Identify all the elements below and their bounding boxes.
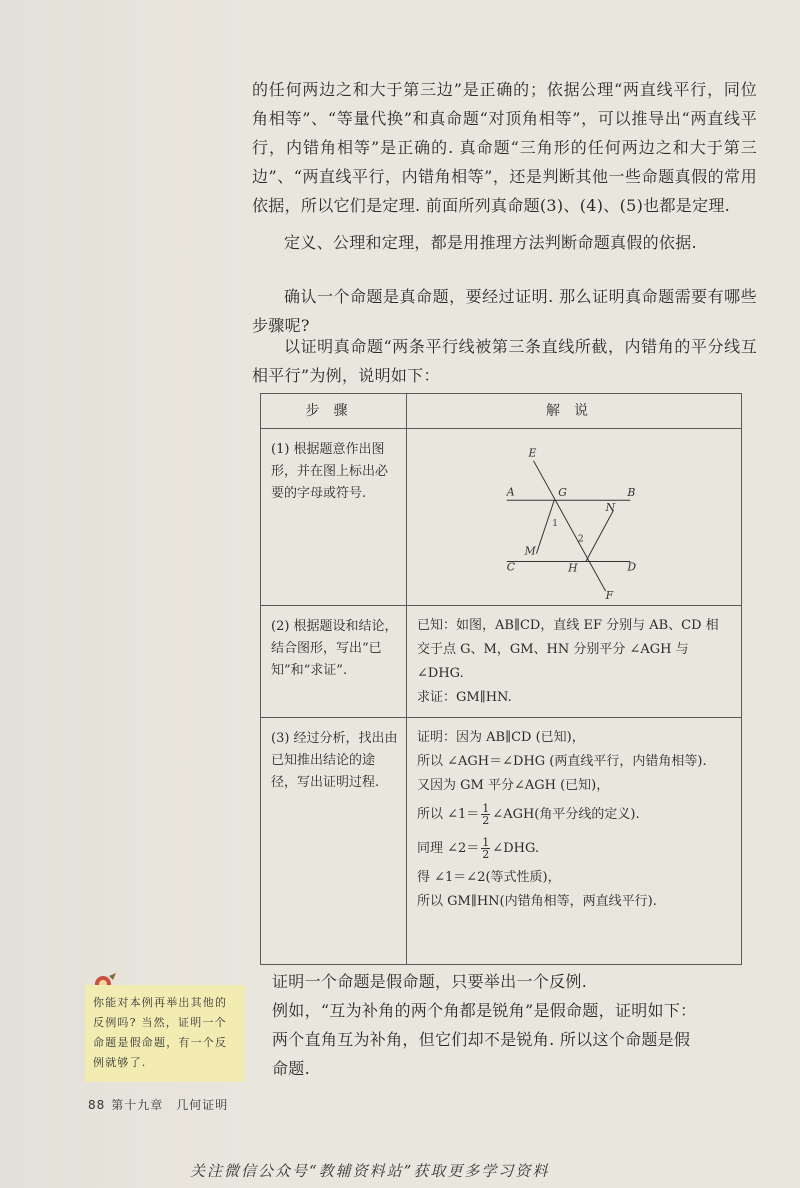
label-g: G [558,486,567,500]
label-b: B [627,486,636,500]
fraction-half-2 [481,837,490,860]
proof-line-4-end: ∠AGH(角平分线的定义). [492,807,640,822]
proof-line-5-start: 同理 ∠2＝ [417,841,480,856]
label-h: H [568,561,578,575]
watermark-text: 关注微信公众号“教辅资料站”获取更多学习资料 [190,1162,550,1180]
paragraph-basis: 定义、公理和定理，都是用推理方法判断命题真假的依据. [284,233,697,252]
proof-line-1: 证明：因为 AB∥CD (已知)， [417,730,585,745]
header-explain: 解说 [407,394,742,429]
step-2: (2) 根据题设和结论，结合图形，写出“已知”和“求证”. [261,606,407,718]
fraction-numerator-2: 1 [482,836,490,849]
header-steps: 步骤 [261,394,407,429]
proof-line-5 [417,832,731,866]
proof-line-3: 又因为 GM 平分∠AGH (已知)， [417,778,610,793]
label-e: E [528,446,537,460]
chapter-title: 第十九章 几何证明 [111,1098,229,1112]
fraction-numerator: 1 [482,802,490,815]
paragraph-proof-question: 确认一个命题是真命题，要经过证明. 那么证明真命题需要有哪些步骤呢? [252,287,757,335]
figure-cell [407,429,742,606]
proof-line-4 [417,798,731,832]
proof-line-5-end: ∠DHG. [492,841,540,856]
label-a: A [506,485,515,499]
paragraph-false-proof: 证明一个命题是假命题，只要举出一个反例. [272,972,588,991]
label-n: N [605,501,616,515]
paragraph-example: 例如，“互为补角的两个角都是锐角”是假命题，证明如下： [272,1001,697,1020]
given-text: 已知：如图，AB∥CD，直线 EF 分别与 AB、CD 相交于点 G、M，GM、HN 分别平分 ∠AGH 与∠DHG. [417,618,719,681]
paragraph-conclusion: 命题. [272,1059,310,1078]
bisector-hn [586,510,614,561]
given-prove-cell [407,606,742,718]
page-number: 88 [88,1098,106,1112]
label-f: F [605,589,614,603]
margin-note: 你能对本例再举出其他的反例吗? 当然，证明一个命题是假命题，有一个反例就够了. [85,985,245,1082]
paragraph-counterexample: 两个直角互为补角，但它们却不是锐角. 所以这个命题是假 [272,1030,691,1049]
fraction-denominator: 2 [482,814,490,827]
label-d: D [627,560,637,574]
page-footer [88,1096,228,1113]
prove-text: 求证：GM∥HN. [417,690,512,705]
proof-steps-table [260,393,742,965]
parallel-lines-figure [408,430,740,604]
paragraph-example-intro: 以证明真命题“两条平行线被第三条直线所截，内错角的平分线互相平行”为例，说明如下： [252,337,757,385]
label-m: M [524,544,536,558]
fraction-denominator-2: 2 [482,848,490,861]
proof-line-2: 所以 ∠AGH＝∠DHG (两直线平行，内错角相等). [417,754,707,769]
label-angle-2: 2 [577,534,584,545]
label-angle-1: 1 [552,518,558,529]
step-1: (1) 根据题意作出图形，并在图上标出必要的字母或符号. [261,429,407,606]
proof-line-4-start: 所以 ∠1＝ [417,807,480,822]
proof-line-6: 得 ∠1＝∠2(等式性质)， [417,870,561,885]
proof-cell [407,718,742,965]
step-3: (3) 经过分析，找出由已知推出结论的途径，写出证明过程. [261,718,407,965]
fraction-half [481,803,490,826]
proof-line-7: 所以 GM∥HN(内错角相等，两直线平行). [417,894,657,909]
paragraph-theorems: 的任何两边之和大于第三边”是正确的；依据公理“两直线平行，同位角相等”、“等量代换”和真命题“对顶角相等”，可以推导出“两直线平行，内错角相等”是正确的. 真命题“三角形的任何两边之和大于第三边”、“两直线平行，内错角相等”，还是判断其他一些命题真假的常用依据，所以它们是定理. 前面所列真命题(3)、(4)、(5)也都是定理. [252,80,757,215]
label-c: C [506,560,516,574]
